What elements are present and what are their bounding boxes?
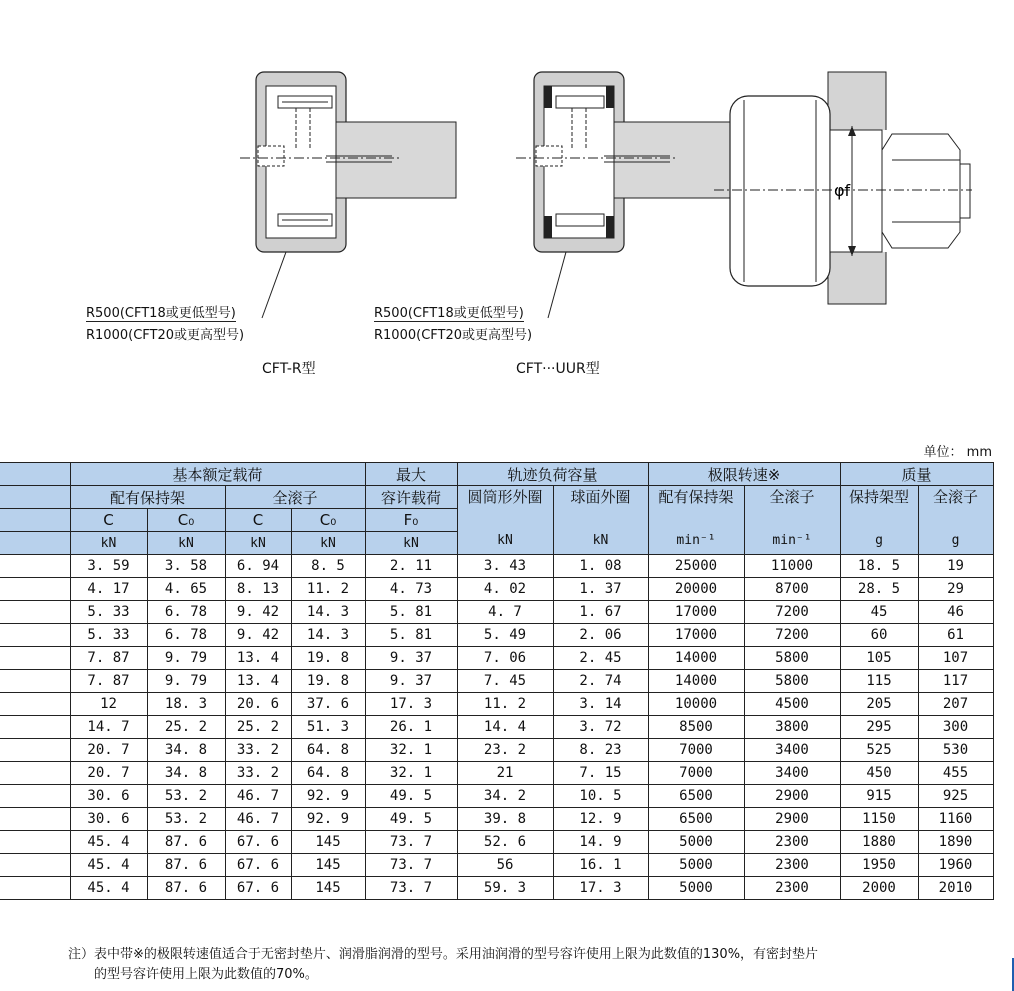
- table-cell: 2300: [744, 854, 840, 877]
- table-cell: 34. 8: [147, 762, 225, 785]
- table-cell: 56: [457, 854, 553, 877]
- unit-cell: g: [875, 533, 883, 548]
- table-cell: 3400: [744, 762, 840, 785]
- table-cell: 17000: [648, 601, 744, 624]
- mass-cage-header: 保持架型 g: [840, 486, 918, 555]
- table-cell: 64. 8: [291, 762, 365, 785]
- table-cell: 145: [291, 877, 365, 900]
- unit-cell: kN: [365, 532, 457, 555]
- cft-r-drawing: [240, 72, 456, 318]
- table-row: [0, 785, 993, 808]
- table-cell: 61: [918, 624, 993, 647]
- footnote-line1: 注）表中带※的极限转速值适合于无密封垫片、润滑脂润滑的型号。采用油润滑的型号容许使用上限为此数值的130%，有密封垫片: [68, 947, 819, 962]
- table-row: [0, 670, 993, 693]
- table-cell: 8700: [744, 578, 840, 601]
- row-stub: [0, 601, 70, 624]
- stub-header: [0, 463, 70, 486]
- table-cell: 2900: [744, 785, 840, 808]
- table-cell: 5. 33: [70, 601, 147, 624]
- table-cell: 73. 7: [365, 854, 457, 877]
- table-cell: 915: [840, 785, 918, 808]
- table-cell: 13. 4: [225, 647, 291, 670]
- table-cell: 28. 5: [840, 578, 918, 601]
- table-cell: 45. 4: [70, 854, 147, 877]
- table-cell: 6. 78: [147, 624, 225, 647]
- bearing-drawings: [0, 0, 1014, 440]
- table-cell: 10000: [648, 693, 744, 716]
- limit-speed-header: 极限转速※: [648, 463, 840, 486]
- table-cell: 11000: [744, 555, 840, 578]
- table-cell: 32. 1: [365, 762, 457, 785]
- table-cell: 25. 2: [225, 716, 291, 739]
- mounting-drawing: [714, 72, 972, 304]
- track-capacity-header: 轨迹负荷容量: [457, 463, 648, 486]
- table-cell: 925: [918, 785, 993, 808]
- stub-header: [0, 532, 70, 555]
- table-cell: 34. 8: [147, 739, 225, 762]
- footnote: [68, 945, 998, 985]
- table-row: [0, 693, 993, 716]
- table-row: [0, 647, 993, 670]
- mid-label-line1: R500(CFT18或更低型号): [374, 302, 524, 322]
- table-cell: 9. 79: [147, 670, 225, 693]
- table-cell: 7. 06: [457, 647, 553, 670]
- table-cell: 9. 79: [147, 647, 225, 670]
- table-cell: 12. 9: [553, 808, 648, 831]
- table-cell: 9. 37: [365, 670, 457, 693]
- symbol-cell: C₀: [291, 509, 365, 532]
- table-cell: 4. 65: [147, 578, 225, 601]
- mass-full-header: 全滚子 g: [918, 486, 993, 555]
- table-cell: 5800: [744, 670, 840, 693]
- table-cell: 49. 5: [365, 808, 457, 831]
- table-cell: 5. 81: [365, 624, 457, 647]
- table-cell: 73. 7: [365, 831, 457, 854]
- footnote-line2: 的型号容许使用上限为此数值的70%。: [94, 967, 318, 982]
- table-cell: 20. 7: [70, 739, 147, 762]
- row-stub: [0, 647, 70, 670]
- table-cell: 11. 2: [291, 578, 365, 601]
- table-cell: 14. 3: [291, 601, 365, 624]
- table-cell: 5. 81: [365, 601, 457, 624]
- table-cell: 2. 74: [553, 670, 648, 693]
- table-cell: 30. 6: [70, 785, 147, 808]
- table-cell: 6500: [648, 785, 744, 808]
- row-stub: [0, 624, 70, 647]
- mass-header: 质量: [840, 463, 993, 486]
- speed-cage-header: 配有保持架 min⁻¹: [648, 486, 744, 555]
- table-row: [0, 854, 993, 877]
- speed-full-header: 全滚子 min⁻¹: [744, 486, 840, 555]
- table-cell: 7. 45: [457, 670, 553, 693]
- symbol-cell: C₀: [147, 509, 225, 532]
- table-cell: 39. 8: [457, 808, 553, 831]
- table-cell: 7000: [648, 739, 744, 762]
- table-cell: 4. 73: [365, 578, 457, 601]
- cylindrical-header: 圆筒形外圈 kN: [457, 486, 553, 555]
- table-cell: 20000: [648, 578, 744, 601]
- table-cell: 3. 72: [553, 716, 648, 739]
- table-cell: 13. 4: [225, 670, 291, 693]
- left-label-line2: R1000(CFT20或更高型号): [86, 328, 245, 343]
- row-stub: [0, 808, 70, 831]
- table-cell: 1. 08: [553, 555, 648, 578]
- table-cell: 14. 7: [70, 716, 147, 739]
- table-cell: 49. 5: [365, 785, 457, 808]
- table-cell: 1950: [840, 854, 918, 877]
- table-cell: 7. 87: [70, 670, 147, 693]
- unit-cell: kN: [147, 532, 225, 555]
- table-cell: 5800: [744, 647, 840, 670]
- table-cell: 2900: [744, 808, 840, 831]
- table-row: [0, 762, 993, 785]
- table-cell: 205: [840, 693, 918, 716]
- table-cell: 9. 42: [225, 601, 291, 624]
- table-cell: 7. 15: [553, 762, 648, 785]
- row-stub: [0, 762, 70, 785]
- table-cell: 9. 37: [365, 647, 457, 670]
- table-cell: 530: [918, 739, 993, 762]
- table-cell: 87. 6: [147, 831, 225, 854]
- table-cell: 14000: [648, 647, 744, 670]
- table-cell: 295: [840, 716, 918, 739]
- symbol-cell: C: [70, 509, 147, 532]
- table-cell: 3400: [744, 739, 840, 762]
- table-cell: 1150: [840, 808, 918, 831]
- symbol-cell: C: [225, 509, 291, 532]
- table-cell: 7. 87: [70, 647, 147, 670]
- table-cell: 67. 6: [225, 854, 291, 877]
- table-row: [0, 831, 993, 854]
- table-cell: 25000: [648, 555, 744, 578]
- table-cell: 3. 59: [70, 555, 147, 578]
- row-stub: [0, 555, 70, 578]
- unit-cell: kN: [70, 532, 147, 555]
- unit-cell: kN: [592, 533, 609, 548]
- table-cell: 8. 5: [291, 555, 365, 578]
- table-cell: 18. 3: [147, 693, 225, 716]
- table-cell: 2. 45: [553, 647, 648, 670]
- table-cell: 145: [291, 854, 365, 877]
- table-cell: 92. 9: [291, 808, 365, 831]
- row-stub: [0, 785, 70, 808]
- table-cell: 1960: [918, 854, 993, 877]
- row-stub: [0, 831, 70, 854]
- table-cell: 52. 6: [457, 831, 553, 854]
- max-load-line2: 容许载荷: [365, 486, 457, 509]
- row-stub: [0, 877, 70, 900]
- table-cell: 1. 67: [553, 601, 648, 624]
- table-cell: 29: [918, 578, 993, 601]
- row-stub: [0, 854, 70, 877]
- table-cell: 1880: [840, 831, 918, 854]
- full-roller-header: 全滚子: [225, 486, 365, 509]
- table-cell: 2. 11: [365, 555, 457, 578]
- table-cell: 87. 6: [147, 877, 225, 900]
- table-cell: 115: [840, 670, 918, 693]
- table-cell: 67. 6: [225, 831, 291, 854]
- table-cell: 2000: [840, 877, 918, 900]
- table-cell: 6500: [648, 808, 744, 831]
- row-stub: [0, 670, 70, 693]
- table-cell: 8. 13: [225, 578, 291, 601]
- table-cell: 60: [840, 624, 918, 647]
- table-cell: 5. 49: [457, 624, 553, 647]
- table-cell: 20. 7: [70, 762, 147, 785]
- table-cell: 7000: [648, 762, 744, 785]
- table-cell: 45. 4: [70, 877, 147, 900]
- table-cell: 92. 9: [291, 785, 365, 808]
- cft-uur-drawing: [516, 72, 734, 318]
- table-row: [0, 716, 993, 739]
- table-cell: 14. 4: [457, 716, 553, 739]
- table-cell: 26. 1: [365, 716, 457, 739]
- table-cell: 73. 7: [365, 877, 457, 900]
- table-cell: 2300: [744, 831, 840, 854]
- table-cell: 455: [918, 762, 993, 785]
- table-cell: 6. 94: [225, 555, 291, 578]
- table-cell: 30. 6: [70, 808, 147, 831]
- table-cell: 14. 3: [291, 624, 365, 647]
- table-cell: 12: [70, 693, 147, 716]
- row-stub: [0, 739, 70, 762]
- unit-label: 单位： mm: [923, 445, 992, 460]
- table-row: [0, 555, 993, 578]
- table-cell: 4. 02: [457, 578, 553, 601]
- table-cell: 4500: [744, 693, 840, 716]
- table-cell: 21: [457, 762, 553, 785]
- table-cell: 8. 23: [553, 739, 648, 762]
- table-cell: 3800: [744, 716, 840, 739]
- basic-load-header: 基本额定载荷: [70, 463, 365, 486]
- unit-cell: kN: [497, 533, 513, 548]
- table-cell: 145: [291, 831, 365, 854]
- table-cell: 37. 6: [291, 693, 365, 716]
- table-row: [0, 624, 993, 647]
- table-cell: 7200: [744, 601, 840, 624]
- table-cell: 46: [918, 601, 993, 624]
- table-cell: 450: [840, 762, 918, 785]
- spec-table: [0, 462, 994, 900]
- table-cell: 105: [840, 647, 918, 670]
- table-cell: 17000: [648, 624, 744, 647]
- table-cell: 5000: [648, 877, 744, 900]
- table-cell: 64. 8: [291, 739, 365, 762]
- table-cell: 19. 8: [291, 647, 365, 670]
- table-cell: 5000: [648, 854, 744, 877]
- table-cell: 45: [840, 601, 918, 624]
- table-cell: 17. 3: [553, 877, 648, 900]
- table-cell: 33. 2: [225, 762, 291, 785]
- table-cell: 59. 3: [457, 877, 553, 900]
- mid-label-line2: R1000(CFT20或更高型号): [374, 328, 533, 343]
- max-load-header: 最大: [365, 463, 457, 486]
- unit-cell: min⁻¹: [772, 533, 812, 548]
- table-cell: 25. 2: [147, 716, 225, 739]
- table-cell: 53. 2: [147, 808, 225, 831]
- table-cell: 67. 6: [225, 877, 291, 900]
- row-stub: [0, 716, 70, 739]
- table-cell: 1. 37: [553, 578, 648, 601]
- table-cell: 87. 6: [147, 854, 225, 877]
- table-cell: 23. 2: [457, 739, 553, 762]
- table-cell: 14000: [648, 670, 744, 693]
- table-cell: 9. 42: [225, 624, 291, 647]
- table-cell: 5. 33: [70, 624, 147, 647]
- stub-header: [0, 509, 70, 532]
- table-row: [0, 808, 993, 831]
- unit-cell: kN: [291, 532, 365, 555]
- table-cell: 17. 3: [365, 693, 457, 716]
- table-cell: 2. 06: [553, 624, 648, 647]
- table-cell: 300: [918, 716, 993, 739]
- table-cell: 4. 7: [457, 601, 553, 624]
- row-stub: [0, 693, 70, 716]
- unit-cell: min⁻¹: [676, 533, 716, 548]
- table-cell: 3. 14: [553, 693, 648, 716]
- table-cell: 207: [918, 693, 993, 716]
- unit-cell: kN: [225, 532, 291, 555]
- left-label-line1: R500(CFT18或更低型号): [86, 302, 236, 322]
- table-cell: 19: [918, 555, 993, 578]
- table-cell: 51. 3: [291, 716, 365, 739]
- table-cell: 6. 78: [147, 601, 225, 624]
- table-cell: 14. 9: [553, 831, 648, 854]
- dim-label: φf: [834, 181, 851, 200]
- table-cell: 1890: [918, 831, 993, 854]
- table-row: [0, 578, 993, 601]
- table-cell: 10. 5: [553, 785, 648, 808]
- table-cell: 8500: [648, 716, 744, 739]
- table-cell: 46. 7: [225, 785, 291, 808]
- with-cage-header: 配有保持架: [70, 486, 225, 509]
- symbol-cell: F₀: [365, 509, 457, 532]
- table-cell: 11. 2: [457, 693, 553, 716]
- table-cell: 2010: [918, 877, 993, 900]
- table-cell: 45. 4: [70, 831, 147, 854]
- unit-cell: g: [951, 533, 960, 548]
- table-cell: 19. 8: [291, 670, 365, 693]
- table-cell: 33. 2: [225, 739, 291, 762]
- table-row: [0, 601, 993, 624]
- table-cell: 4. 17: [70, 578, 147, 601]
- table-cell: 46. 7: [225, 808, 291, 831]
- table-cell: 1160: [918, 808, 993, 831]
- mid-caption: CFT···UUR型: [516, 361, 600, 377]
- table-cell: 18. 5: [840, 555, 918, 578]
- stub-header: [0, 486, 70, 509]
- left-caption: CFT-R型: [262, 361, 316, 377]
- table-cell: 107: [918, 647, 993, 670]
- table-row: [0, 877, 993, 900]
- table-cell: 2300: [744, 877, 840, 900]
- table-cell: 525: [840, 739, 918, 762]
- table-row: [0, 739, 993, 762]
- table-cell: 32. 1: [365, 739, 457, 762]
- table-cell: 3. 43: [457, 555, 553, 578]
- spherical-header: 球面外圈 kN: [553, 486, 648, 555]
- table-cell: 34. 2: [457, 785, 553, 808]
- row-stub: [0, 578, 70, 601]
- table-cell: 5000: [648, 831, 744, 854]
- table-cell: 7200: [744, 624, 840, 647]
- table-cell: 53. 2: [147, 785, 225, 808]
- table-cell: 117: [918, 670, 993, 693]
- table-cell: 20. 6: [225, 693, 291, 716]
- table-cell: 3. 58: [147, 555, 225, 578]
- table-cell: 16. 1: [553, 854, 648, 877]
